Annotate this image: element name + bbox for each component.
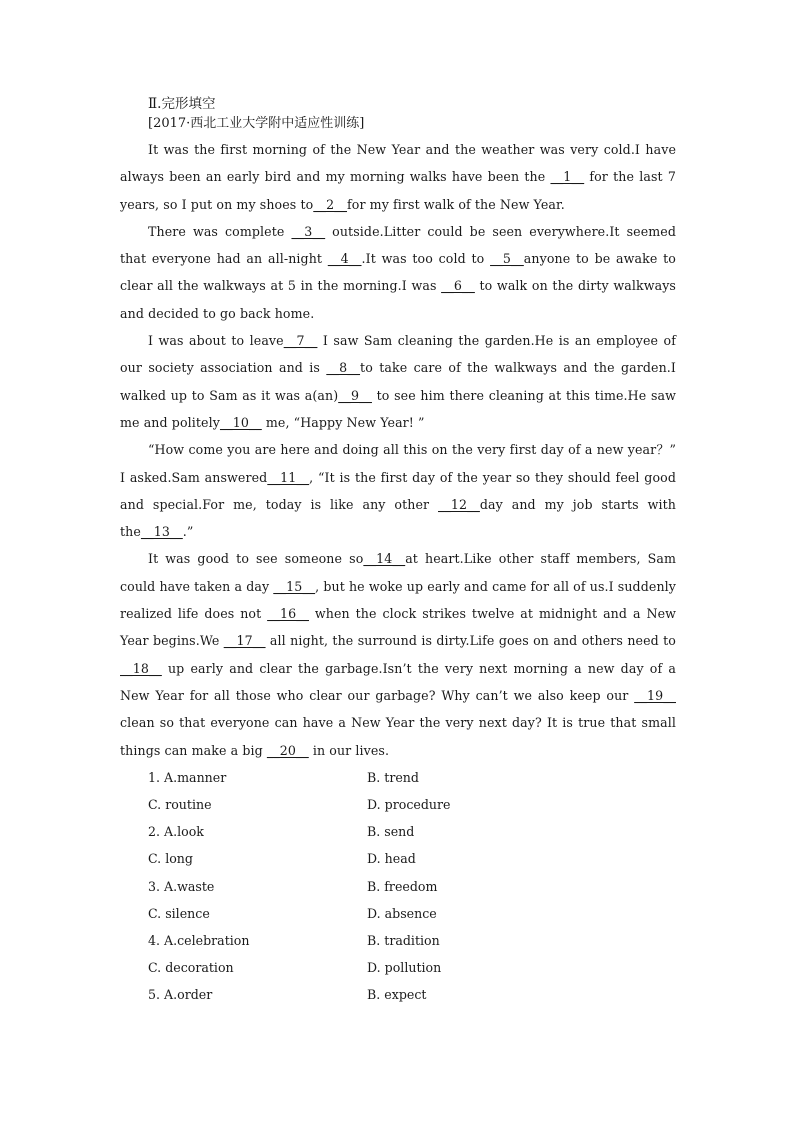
option-row — [120, 927, 676, 954]
passage-text: I saw Sam cleaning the garden.He is an employee of our society association and is — [120, 333, 676, 376]
option-row — [120, 873, 676, 900]
option-right: D. procedure — [367, 797, 451, 813]
passage-text: , “It is the first day of the year so they should feel good and special.For me, today is like any other — [120, 469, 676, 512]
cloze-blank: __19__ — [634, 687, 676, 703]
cloze-passage — [120, 136, 676, 764]
passage-text: to walk on the dirty walkways and decided to go back home. — [120, 278, 676, 321]
document-page — [120, 94, 676, 1009]
cloze-blank: __20__ — [266, 742, 309, 758]
passage-text: There was complete — [148, 223, 292, 239]
option-left: 2. A.look — [148, 824, 204, 840]
option-row — [120, 981, 676, 1008]
passage-paragraph — [120, 218, 676, 327]
answer-options — [120, 764, 676, 1009]
cloze-blank: __15__ — [273, 578, 316, 594]
passage-paragraph — [120, 545, 676, 763]
passage-text: , but he woke up early and came for all of us.I suddenly realized life does not — [120, 578, 676, 622]
cloze-blank: __10__ — [219, 414, 262, 430]
passage-text: It was good to see someone so — [148, 551, 364, 567]
cloze-blank: __6__ — [441, 278, 475, 294]
cloze-blank: __16__ — [267, 606, 309, 622]
option-row — [120, 900, 676, 927]
passage-text: outside.Litter could be seen everywhere.It seemed that everyone had an all-night — [120, 223, 677, 267]
passage-paragraph — [120, 136, 676, 218]
option-left: 3. A.waste — [148, 878, 215, 894]
cloze-blank: __12__ — [438, 496, 480, 512]
cloze-blank: __14__ — [363, 551, 406, 567]
section-title: Ⅱ.完形填空 — [148, 96, 216, 112]
option-row — [120, 764, 676, 791]
passage-text: me, “Happy New Year! ” — [261, 414, 425, 430]
option-left: C. silence — [148, 905, 210, 921]
passage-text: I was about to leave — [148, 333, 284, 349]
cloze-blank: __5__ — [490, 251, 524, 267]
passage-text: anyone to be awake to clear all the walkways at 5 in the morning.I was — [120, 251, 676, 294]
cloze-blank: __9__ — [338, 387, 372, 403]
passage-text: It was the first morning of the New Year and the weather was very cold.I have always been an early bird and my morning walks have been the — [120, 142, 676, 185]
option-left: 4. A.celebration — [148, 932, 250, 948]
passage-text: .” — [182, 524, 194, 540]
passage-text: for the last 7 years, so I put on my shoes to — [120, 169, 676, 212]
option-right: D. absence — [367, 905, 437, 921]
option-row — [120, 954, 676, 981]
cloze-blank: __11__ — [267, 469, 310, 485]
passage-paragraph — [120, 436, 676, 545]
option-row — [120, 818, 676, 845]
cloze-blank: __18__ — [120, 660, 162, 676]
option-row — [120, 791, 676, 818]
cloze-blank: __4__ — [327, 251, 362, 267]
passage-paragraph — [120, 327, 676, 436]
passage-text: at heart.Like other staff members, Sam could have taken a day — [120, 551, 677, 594]
cloze-blank: __7__ — [283, 333, 318, 349]
option-row — [120, 845, 676, 872]
cloze-blank: __8__ — [326, 360, 361, 376]
passage-text: to take care of the walkways and the garden.I walked up to Sam as it was a(an) — [120, 360, 676, 403]
option-right: B. trend — [367, 769, 419, 785]
option-right: D. pollution — [367, 960, 442, 976]
passage-text: “How come you are here and doing all this on the very first day of a new year？” I asked.Sam answered — [120, 442, 676, 485]
passage-text: day and my job starts with the — [120, 496, 676, 540]
cloze-blank: __1__ — [550, 169, 585, 185]
option-right: B. send — [367, 824, 415, 840]
passage-text: in our lives. — [308, 742, 390, 758]
option-right: B. expect — [367, 987, 427, 1003]
cloze-blank: __13__ — [140, 524, 183, 540]
source-citation: [2017·西北工业大学附中适应性训练] — [148, 116, 365, 131]
passage-text: all night, the surround is dirty.Life goes on and others need to — [265, 633, 676, 649]
option-right: D. head — [367, 851, 416, 867]
option-right: B. tradition — [367, 932, 440, 948]
cloze-blank: __17__ — [223, 633, 266, 649]
option-left: C. decoration — [148, 960, 234, 976]
option-left: C. routine — [148, 797, 212, 813]
option-left: 5. A.order — [148, 987, 213, 1003]
option-right: B. freedom — [367, 878, 438, 894]
option-left: C. long — [148, 851, 193, 867]
passage-text: to see him there cleaning at this time.He saw me and politely — [120, 387, 677, 430]
passage-text: up early and clear the garbage.Isn’t the very next morning a new day of a New Year for all those who clear our garbage? Why can’t we also keep our — [120, 660, 676, 703]
cloze-blank: __2__ — [313, 196, 348, 212]
cloze-blank: __3__ — [291, 223, 326, 239]
passage-text: .It was too cold to — [361, 251, 491, 267]
passage-text: for my first walk of the New Year. — [347, 196, 565, 212]
passage-text: clean so that everyone can have a New Year the very next day? It is true that small things can make a big — [120, 715, 676, 758]
passage-text: when the clock strikes twelve at midnight and a New Year begins.We — [120, 606, 676, 649]
option-left: 1. A.manner — [148, 769, 227, 785]
